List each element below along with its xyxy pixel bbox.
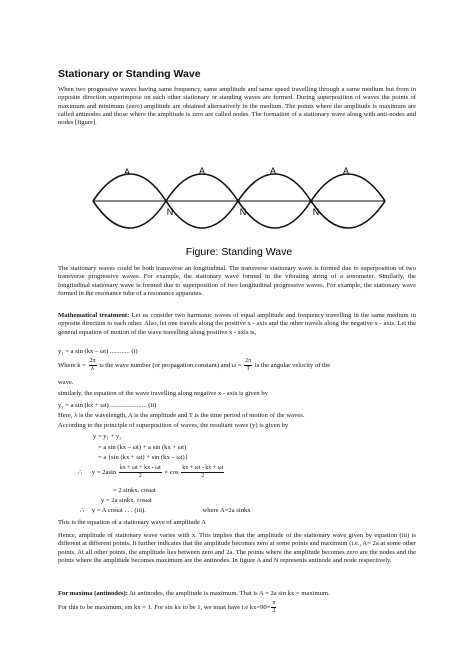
derivation-step-5: = 2.sinkx. cosωt	[113, 487, 156, 494]
cos-argument-fraction: $\frac{kx + \omega t - kx + \omega t}{2}$	[182, 465, 224, 479]
principle-line: According to the principle of superposition of waves, the resultant wave (y) is given by	[58, 422, 289, 429]
here-line: Here, λ is the wavelength, A is the amplitude and T is the time period of motion of the waves.	[58, 412, 305, 419]
figure-caption: Figure: Standing Wave	[185, 246, 293, 258]
wave-curve-upper	[93, 174, 385, 201]
maxima-line-1: For maxima (antinodes): At antinodes, the amplitude is maximum. That is A = 2a sin kx = maximum.	[58, 590, 330, 597]
antinode-label: A	[198, 166, 206, 176]
k-fraction: $\frac{2\pi}{\lambda}$	[89, 358, 96, 372]
therefore-symbol: ∴	[78, 469, 83, 477]
standing-wave-figure	[90, 156, 390, 262]
derivation-step-6: y = 2a sinkx. cosωt	[101, 497, 152, 504]
derivation-step-3: = a {sin (kx + ωt) + sin (kx – ωt)}	[98, 454, 188, 461]
derivation-step-7: ∴ y = A cosωt . . . (iii). where A=2a sinkx	[80, 507, 251, 514]
node-label: N	[166, 207, 174, 217]
math-text: Let us consider two harmonic waves of equal amplitude and frequency travelling in the same medium in opposite direction to each other. Also, let one travels along the positive x - axis and the other travels along the negative x - axis. Let the general equation of motion of the wave travelling along positive x - axis is,	[58, 312, 417, 336]
amplitude-paragraph: Hence, amplitude of stationary wave varies with x. This implies that the amplitude of the stationary wave given by equation (iii) is different at different points. It further indicates that the amplitude becomes zero at some points and maximum (i.e., A= 2a at some other points. At all other points, the amplitude lies between zero and 2a. The points where the amplitude becomes zero are the nodes and the points where the amplitude becomes maximum are the antinodes. In figure A and N represents antinode and node respectively.	[58, 532, 416, 565]
maxima-heading: For maxima (antinodes):	[58, 590, 128, 597]
equation-1: y₁ = a sin (kx – ωt) ............ (i)	[58, 348, 138, 355]
wave-types-paragraph: The stationary waves could be both transverse an longitudinal. The transverse stationary wave is formed due to superposition of two transverse progressive waves. For example, the stationary wave formed in the vibrating string of a sonometer. Similarly, the longitudinal stationary wave is formed due to superposition of two longitudinal progressive waves. For example, the stationary wave formed in the resonance tube of a resonance apparatus.	[58, 265, 416, 298]
maxima-line-2: For this to be maximum, sin kx = 1. For sin kx to be 1, we must have i.e kx=90= $\frac{\pi}{2}$	[58, 600, 276, 614]
derivation-step-2: = a sin (kx – ωt) + a sin (kx + ωt)	[98, 444, 187, 451]
math-treatment-paragraph	[58, 312, 416, 337]
node-label: N	[312, 207, 320, 217]
where-line: Where k = $\frac{2\pi}{\lambda}$ is the wave number (or propagation constant) and ω = $\frac{2\pi}{T}$ is the angular velocity of the	[58, 358, 331, 372]
equation-description: This is the equation of a stationary wave of amplitude A	[58, 519, 206, 526]
similarly-line: similarly, the equation of the wave travelling along negative x - axis is given by	[58, 390, 268, 397]
omega-fraction: $\frac{2\pi}{T}$	[245, 358, 252, 372]
sin-argument-fraction: $\frac{kx + \omega t + kx - \omega t}{2}$	[119, 465, 161, 479]
equation-2: y₂ = a sin (kx + ωt) ...................... (ii)	[58, 402, 157, 409]
derivation-step-1: y = y₁ + y₂	[93, 433, 122, 440]
node-label: N	[239, 207, 247, 217]
derivation-step-4: ∴ y = 2asin $\frac{kx + \omega t + kx - \omega t}{2}$ × cos $\frac{kx + \omega t - kx + \omega t}{2}$	[78, 465, 224, 479]
wave-word: wave.	[58, 379, 74, 386]
antinode-label: A	[123, 167, 131, 177]
page-title: Stationary or Standing Wave	[58, 68, 201, 80]
pi-over-2-fraction: $\frac{\pi}{2}$	[272, 600, 276, 614]
antinode-label: A	[269, 166, 277, 176]
antinode-label: A	[342, 166, 350, 176]
intro-paragraph: When two progressive waves having same frequency, same amplitude and same speed travelling through a same medium but from in opposite direction superimpose on each other stationary or standing waves are formed. During superposition of waves the points of maximum and minimum (zero) amplitude are obtained alternatively in the medium. The points where the amplitude is maximum are called antinodes and those where the amplitude is zero are called nodes. The formation of a stationary wave along with anti-nodes and nodes [figure].	[58, 86, 416, 127]
math-heading: Mathematical treatment:	[58, 312, 130, 319]
